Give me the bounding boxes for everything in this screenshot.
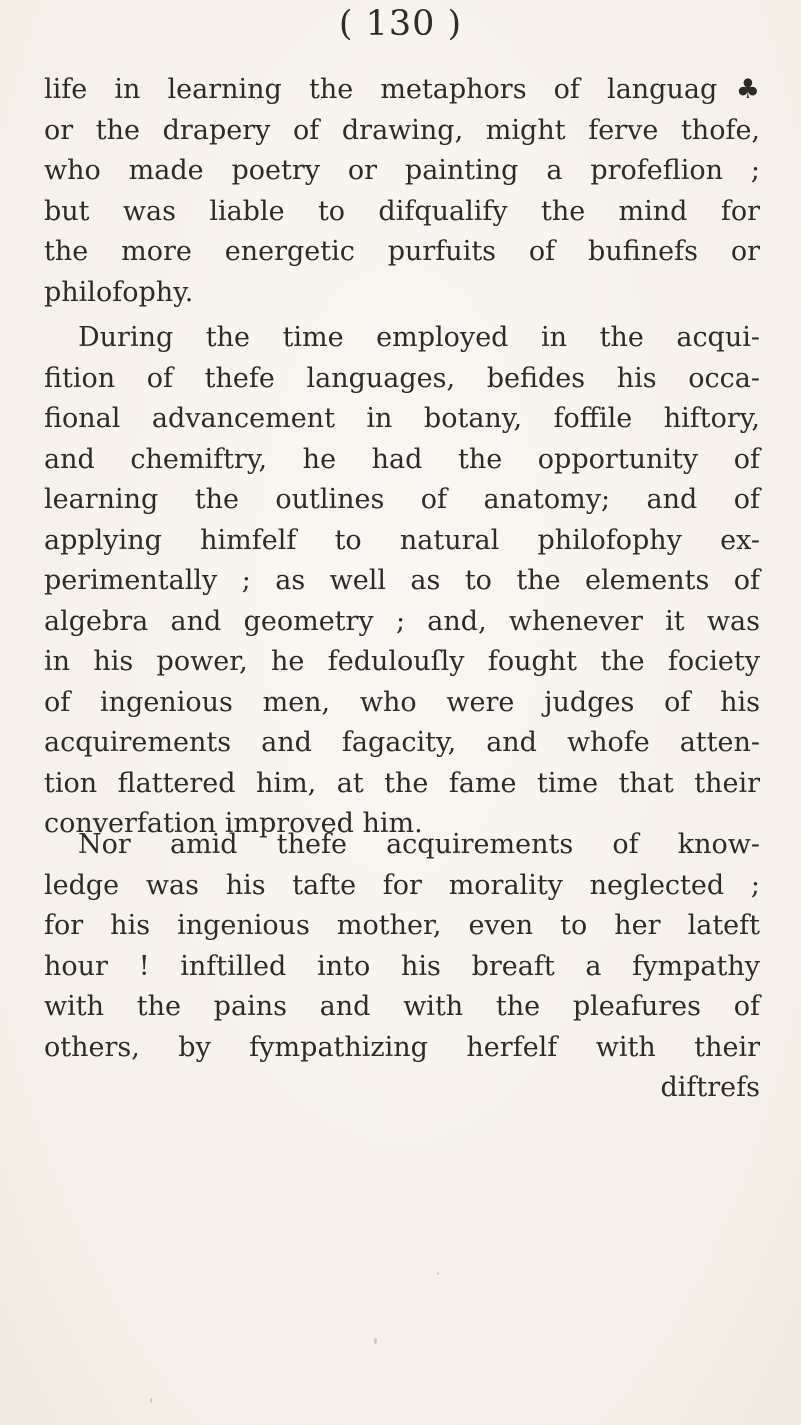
paragraph-2 (44, 318, 760, 845)
text-line: life in learning the metaphors of languag♣ (44, 74, 760, 105)
paper-speck (150, 1398, 152, 1403)
text-line: for his ingenious mother, even to her lateft (44, 910, 760, 941)
text-line: with the pains and with the pleafures of (44, 991, 760, 1022)
text-line: the more energetic purfuits of bufinefs or (44, 236, 760, 267)
paper-speck (374, 1338, 377, 1344)
text-line: During the time employed in the acqui- (78, 322, 760, 353)
text-line: or the drapery of drawing, might ferve thofe, (44, 114, 760, 146)
text-line: ledge was his tafte for morality neglected ; (44, 869, 760, 901)
catchword: diftrefs (660, 1072, 760, 1103)
text-line: algebra and geometry ; and, whenever it was (44, 605, 760, 637)
text-line: converfation improved him. (44, 808, 423, 839)
text-line: hour ! inftilled into his breaft a fympathy (44, 950, 760, 982)
text-line: Nor amid thefe acquirements of know- (78, 829, 760, 860)
text-line: but was liable to difqualify the mind for (44, 195, 760, 227)
text-line: and chemiftry, he had the opportunity of (44, 443, 760, 475)
text-line: who made poetry or painting a profeflion ; (44, 155, 760, 186)
text-line: fition of thefe languages, befides his occa- (44, 362, 760, 394)
text-line: philofophy. (44, 276, 194, 308)
text-line: perimentally ; as well as to the elements of (44, 565, 760, 596)
paragraph-3 (44, 825, 760, 1109)
paragraph-1 (44, 70, 760, 313)
text-line: applying himfelf to natural philofophy ex- (44, 524, 760, 556)
text-line: tion flattered him, at the fame time that their (44, 767, 760, 799)
text-line: learning the outlines of anatomy; and of (44, 484, 760, 515)
text-line: acquirements and fagacity, and whofe atten- (44, 727, 760, 758)
page-number: ( 130 ) (338, 4, 463, 44)
text-line: others, by fympathizing herfelf with their (44, 1031, 760, 1063)
text-line: in his power, he fedulouſly fought the fociety (44, 646, 760, 677)
text-line: of ingenious men, who were judges of his (44, 686, 760, 718)
text-line: fional advancement in botany, foffile hiftory, (44, 403, 760, 434)
paper-speck (437, 1272, 439, 1275)
